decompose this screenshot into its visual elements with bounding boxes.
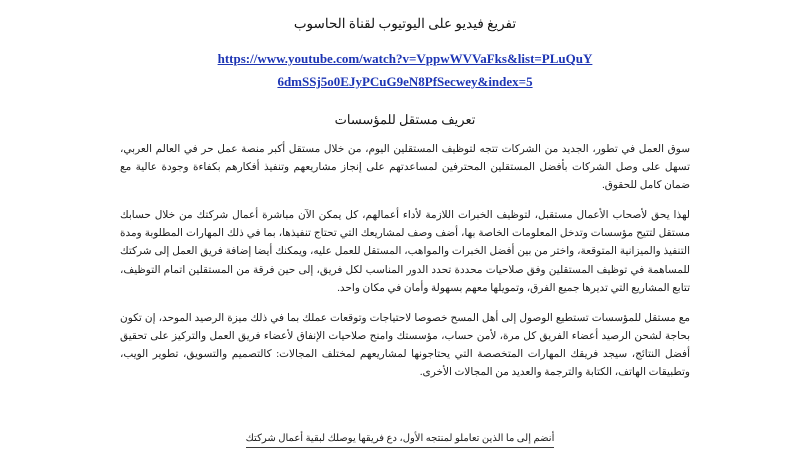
video-link-block xyxy=(120,48,690,94)
paragraph-1: سوق العمل في تطور، الجديد من الشركات تتجه لتوظيف المستقلين اليوم، من خلال مستقل أكبر منصة عمل حر في العالم العربي، تسهل على وصل الشركات بأفضل المستقلين المحترفين لمساعدتهم على إنجاز مشاريعهم وتنفيذ أفكارهم بكفاءة وجودة عالية مع ضمان كامل للحقوق. xyxy=(120,144,690,192)
document-body xyxy=(120,0,690,394)
footer-note: أنضم إلى ما الذين تعاملو لمنتجه الأول، دع فريقها يوصلك لبقية أعمال شركتك xyxy=(246,432,555,448)
footer-note-container xyxy=(0,428,800,448)
paragraph-2: لهذا يحق لأصحاب الأعمال مستقبل، لتوظيف الخبرات اللازمة لأداء أعمالهم، كل يمكن الآن مباشرة أعمال شركتك من خلال حسابك مستقل لتتيح مؤسسات وتدخل المعلومات الخاصة بها، أضف وصف لمشاريعك التي تحتاج تنفيذها، بما في ذلك المهارات المطلوبة ومدة التنفيذ والميزانية المتوقعة، واختر من بين أفضل الخبرات والمواهب، المستقل للعمل عليه، ويمكنك أيضا إضافة فريق العمل إلى شركتك للمساهمة في توظيف المستقلين وفق صلاحيات محددة تحدد الدور المناسب لكل فريق، إلى حين فرقة من المستقلين اتمام التوظيف، تتابع المشاريع التي تديرها جميع الفرق، وتمويلها معهم بسهولة وأمان في مكان واحد. xyxy=(120,210,690,294)
section-heading: تعريف مستقل للمؤسسات xyxy=(334,111,476,127)
youtube-link-line-2[interactable]: 6dmSSj5o0EJyPCuG9eN8PfSecwey&index=5 xyxy=(277,74,533,89)
page-title: تفريغ فيديو على اليوتيوب لقناة الحاسوب xyxy=(293,16,517,31)
paragraph-3: مع مستقل للمؤسسات تستطيع الوصول إلى أهل المسح خصوصا لاحتياجات وتوقعات عملك بما في ذلك ميزة الرصيد الموحد، إن تكون بحاجة لشحن الرصيد أعضاء الفريق كل مرة، لأمن حساب، مؤسستك وامنح صلاحيات الإنفاق لأعضاء فريق العمل والتركيز على تحقيق أفضل النتائج، سيجد فريقك المهارات المتخصصة التي يحتاجونها لمشاريعهم لمختلف المجالات: كالتصميم والتسويق، تطوير الويب، وتطبيقات الهاتف، الكتابة والترجمة والعديد من المجالات الأخرى. xyxy=(120,312,690,378)
youtube-link-line-1[interactable]: https://www.youtube.com/watch?v=VppwWVVaFks&list=PLuQuY xyxy=(217,51,593,67)
